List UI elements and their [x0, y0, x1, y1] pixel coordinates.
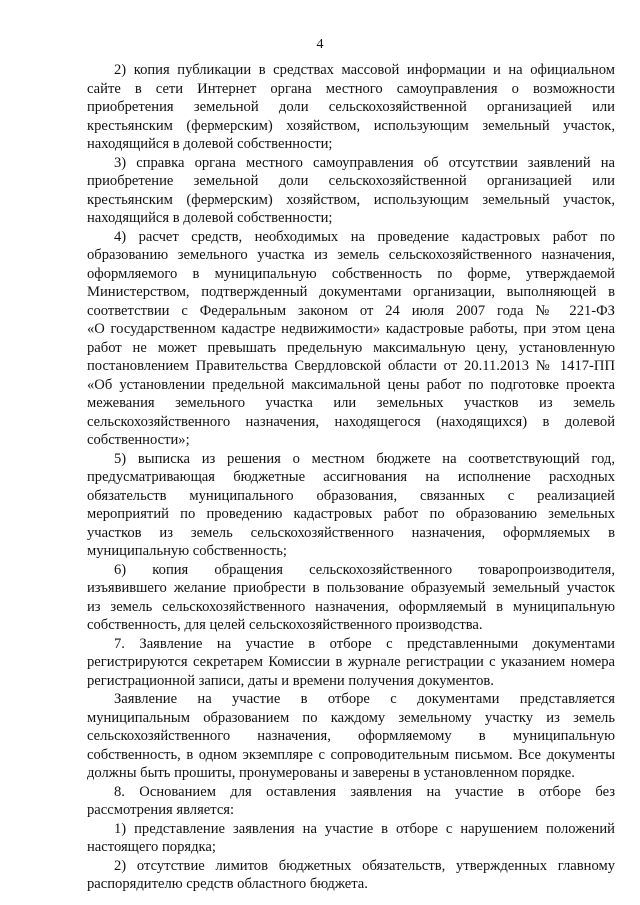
text-line: 1) представление заявления на участие в отборе с нарушением положений [114, 820, 615, 837]
paragraph [87, 857, 615, 894]
text-line: должны быть прошиты, пронумерованы и заверены в установленном порядке. [87, 765, 575, 781]
text-line: постановлением Правительства Свердловской области от 20.11.2013 № 1417-ПП [87, 358, 615, 374]
text-line: 4) расчет средств, необходимых на проведение кадастровых работ по [114, 228, 615, 245]
paragraph [87, 450, 615, 561]
text-line: 2) копия публикации в средствах массовой информации и на официальном [114, 62, 615, 78]
text-line: находящийся в долевой собственности; [87, 136, 333, 152]
text-line: межевания земельного участка или земельных участков из земель [87, 395, 615, 411]
text-line: крестьянским (фермерским) хозяйством, использующим земельный участок, [87, 191, 615, 208]
text-line: Заявление на участие в отборе с документами представляется [114, 691, 615, 707]
text-line: оформляемого в муниципальную собственность по форме, утверждаемой [87, 265, 615, 282]
text-line: соответствии с Федеральным законом от 24 июля 2007 года № 221-ФЗ [87, 302, 615, 319]
text-line: «О государственном кадастре недвижимости» кадастровые работы, при этом цена [87, 321, 615, 337]
text-line: распорядителю средств областного бюджета. [87, 876, 368, 892]
text-line: 2) отсутствие лимитов бюджетных обязательств, утвержденных главному [114, 857, 615, 874]
text-line: обязательств муниципального образования, связанных с реализацией [87, 487, 615, 504]
text-line: собственности»; [87, 432, 190, 448]
text-line: крестьянским (фермерским) хозяйством, использующим земельный участок, [87, 117, 615, 134]
paragraph [87, 154, 615, 228]
text-line: образованию земельного участка из земель сельскохозяйственного назначения, [87, 247, 615, 263]
paragraph [87, 61, 615, 154]
document-body [87, 61, 615, 894]
paragraph [87, 228, 615, 450]
text-line: 7. Заявление на участие в отборе с представленными документами [114, 635, 615, 652]
text-line: предусматривающая бюджетные ассигнования на исполнение расходных [87, 469, 615, 485]
page-number: 4 [316, 37, 324, 52]
text-line: собственность, в одном экземпляре с сопроводительным письмом. Все документы [87, 746, 615, 763]
text-line: Министерством, подтвержденный документами организации, выполняющей в [87, 284, 615, 300]
text-line: изъявившего желание приобрести в пользование образуемый земельный участок [87, 580, 615, 596]
text-line: муниципальную собственность; [87, 543, 287, 559]
paragraph [87, 783, 615, 820]
text-line: 8. Основанием для оставления заявления на участие в отборе без [114, 783, 615, 800]
text-line: участков из земель сельскохозяйственного назначения, оформляемых в [87, 524, 615, 541]
text-line: работ не может превышать предельную максимальную цену, установленную [87, 339, 615, 356]
text-line: рассмотрения является: [87, 802, 235, 818]
text-line: «Об установлении предельной максимальной цены работ по подготовке проекта [87, 376, 615, 393]
text-line: 3) справка органа местного самоуправления об отсутствии заявлений на [114, 154, 615, 171]
paragraph [87, 561, 615, 635]
text-line: из земель сельскохозяйственного назначения, оформляемый в муниципальную [87, 598, 615, 615]
text-line: приобретение земельной доли сельскохозяйственной организацией или [87, 173, 615, 189]
text-line: 5) выписка из решения о местном бюджете на соответствующий год, [114, 450, 615, 467]
text-line: приобретения земельной доли сельскохозяйственной организацией или [87, 99, 615, 115]
text-line: настоящего порядка; [87, 839, 216, 855]
text-line: регистрируются секретарем Комиссии в журнале регистрации с указанием номера [87, 654, 615, 670]
paragraph [87, 820, 615, 857]
text-line: муниципальным образованием по каждому земельному участку из земель [87, 709, 615, 726]
paragraph [87, 690, 615, 783]
text-line: регистрационной записи, даты и времени получения документов. [87, 672, 494, 689]
text-line: собственность, для целей сельскохозяйственного производства. [87, 617, 483, 633]
paragraph [87, 635, 615, 691]
text-line: 6) копия обращения сельскохозяйственного товаропроизводителя, [114, 561, 615, 578]
text-line: мероприятий по проведению кадастровых работ по образованию земельных [87, 506, 615, 522]
text-line: сайте в сети Интернет органа местного самоуправления о возможности [87, 80, 615, 97]
text-line: находящийся в долевой собственности; [87, 210, 333, 226]
text-line: сельскохозяйственного назначения, находящегося (находящихся) в долевой [87, 413, 615, 430]
text-line: сельскохозяйственного назначения, оформляемому в муниципальную [87, 728, 615, 744]
